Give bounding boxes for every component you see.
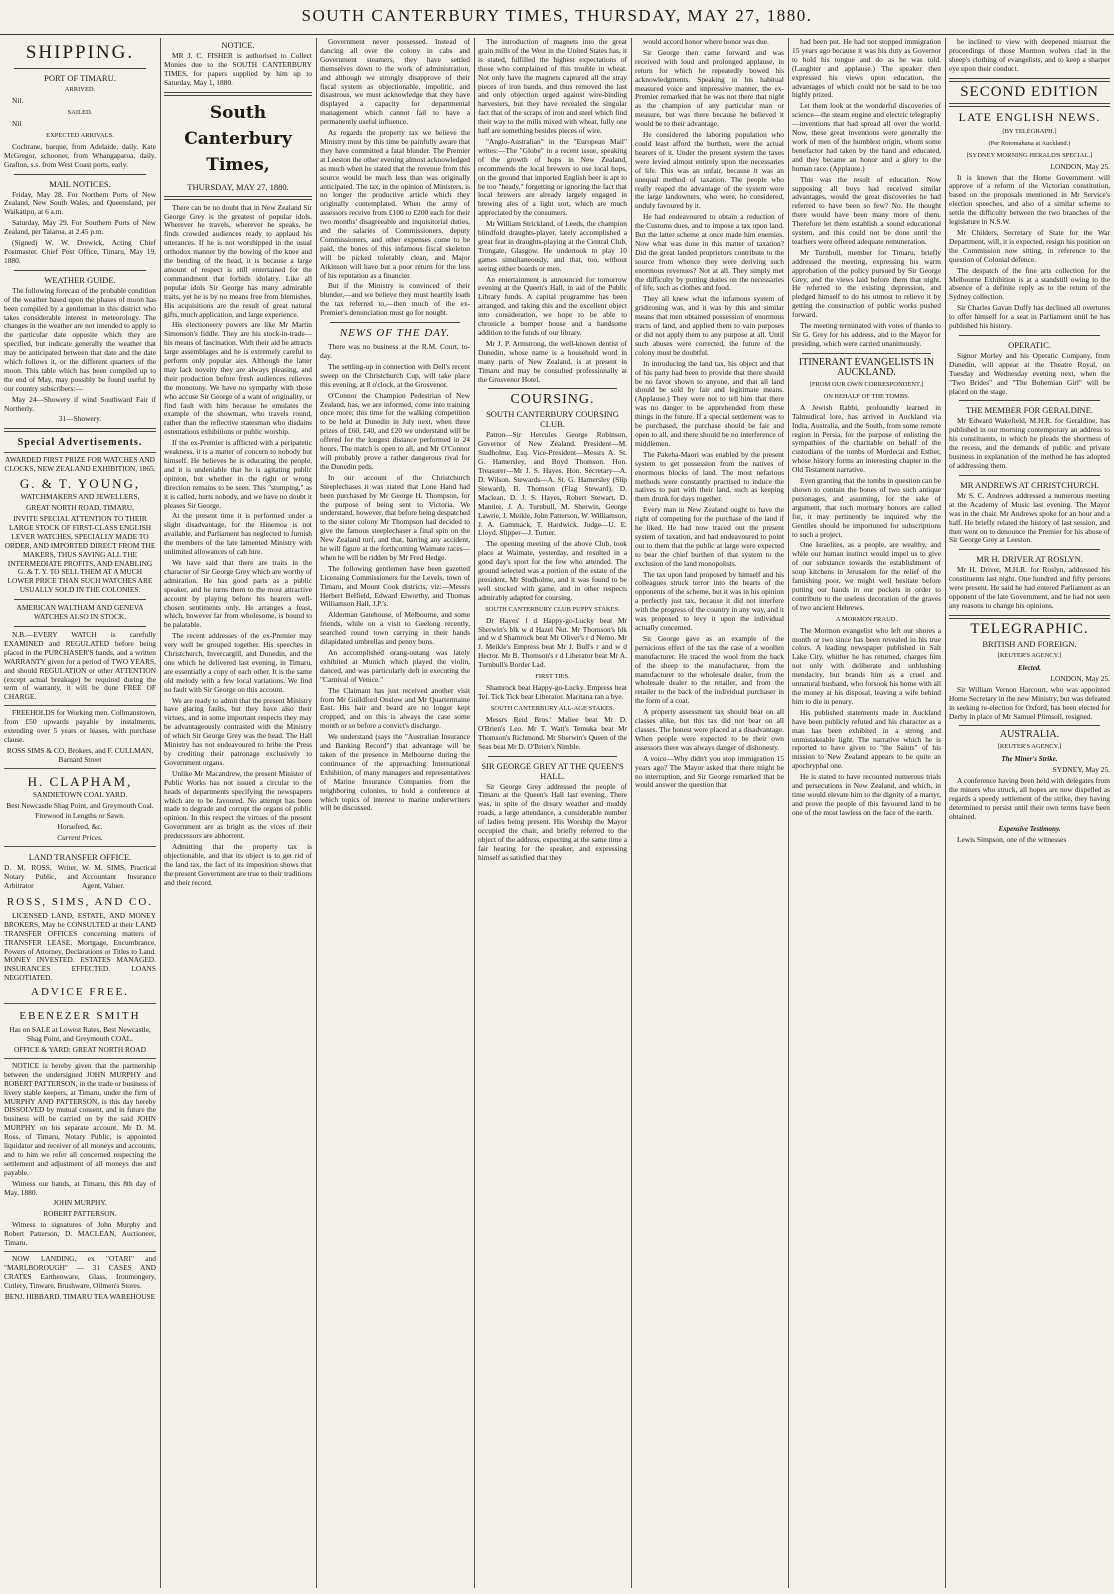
dateline: LONDON, May 25. xyxy=(1050,161,1110,171)
article-paragraph: In introducing the land tax, his object and that of his party had been to provide that there should be no favor shown to anyone, and that all land should be sold by fair and legitimate means. (Applause.) They were not to tell him that there was no danger to be apprehended from these things in the future. If a special settlement was to be purchased, the purchase should be fair and open to all, and there should be no interference of middlemen. xyxy=(635,358,784,448)
coursing-results: Dr Hayes' f d Happy-go-Lucky beat Mr Sherwin's blk w d Hazel Nut. Mr Thomson's blk and w d Shamrock beat Mr Oliver's r d Nemo. Mr J. Meikle's Empress beat Mr J. Bull's r and w d Hector. Mr B. Thomson's r d Liberator beat Mr A. Turnbull's Border Lad. xyxy=(478,615,627,670)
tombs-heading: ON BEHALF OF THE TOMBS. xyxy=(823,392,910,400)
by-telegraph: [BY TELEGRAPH.] xyxy=(1002,127,1057,135)
young-text: INVITE SPECIAL ATTENTION TO THEIR LARGE STOCK OF FIRST-CLASS ENGLISH LEVER WATCHES, SPECIALLY MADE TO ORDER, AND IMPORTED DIRECT FROM THE MAKERS, THUS SAVING ALL THE INTERMEDIATE PROFITS, AND ENABLING G. & T. Y. TO SELL THEM AT A MUCH LOWER PRICE THAN SUCH WATCHES ARE USUALLY SOLD IN THE COLONIES. xyxy=(4,514,156,595)
column-rule xyxy=(788,38,789,1588)
editorial-paragraph: We are ready to admit that the present Ministry have glaring faults, but they have also their virtues, and in some important respects they may be advantageously contrasted with the Ministry of which Sir George Grey was the head. The Hall Ministry has not endeavoured to bribe the Press by crediting their patronage exclusively to Government organs. xyxy=(164,695,312,767)
grey-paragraph: Sir George Grey addressed the people of Timaru at the Queen's Hall last evening. There was, in spite of the dreary weather and muddy roads, a large attendance, a considerable number of ladies being present. His Worship the Mayor occupied the chair, and briefly referred to the object of the address, expecting at the same time a fair hearing for the speaker, and expressing himself as satisfied that they xyxy=(478,781,627,862)
landing-ad xyxy=(4,1251,156,1302)
waltham-text: AMERICAN WALTHAM AND GENEVA WATCHES ALSO IN STOCK. xyxy=(16,603,144,622)
late-news-heading: LATE ENGLISH NEWS. xyxy=(958,109,1101,124)
news-paragraph: The settling-up in connection with Dell's recent sweep on the Christchurch Cup, will take place this evening, at 8 o'clock, at the Grosvenor. xyxy=(320,361,470,389)
telegraphic-heading: TELEGRAPHIC. xyxy=(970,620,1089,637)
elected-heading: Elected. xyxy=(1017,663,1042,672)
operatic-paragraph: Signor Morley and his Operatic Company, from Dunedin, will appear at the Theatre Royal, on Tuesday and Wednesday evening next, when the "Two Brides" and "The Bohemian Girl" will be placed on the stage. xyxy=(949,350,1110,396)
article-paragraph: The meeting terminated with votes of thanks to Sir G. Grey for his address, and to the Mayor for presiding, which were carried unanimously. xyxy=(792,321,941,348)
column-3 xyxy=(320,38,470,1588)
first-ties-heading: FIRST TIES. xyxy=(535,673,570,681)
partnership-notice xyxy=(4,1058,156,1248)
award-text: AWARDED FIRST PRIZE FOR WATCHES AND CLOCKS, NEW ZEALAND EXHIBITION, 1865. xyxy=(4,455,156,474)
clapham-prices: Current Prices. xyxy=(57,833,103,843)
coursing-paragraph: The opening meeting of the above Club, took place at Waimate, yesterday, and resulted in a good day's sport for the few who attended. The ground selected was a portion of the estate of the president, Mr Studholme, and it was found to be well stocked with game, and in other respects admirably adapted for coursing. xyxy=(478,539,627,602)
tombs-paragraph: One Israelites, as a people, are wealthy, and while our human instinct would impel us to give of our substance towards the establishment of soup kitchens in Jerusalem for the relief of the famishing poor, we might well hesitate before putting our hands in our pockets in order to contribute to the useless decoration of the graves of two ancient Hebrews. xyxy=(792,540,941,612)
article-paragraph: A voice—Why didn't you stop immigration 15 years ago? The Mayor asked that there might be no interruption, and Sir George remarked that he would answer the question that xyxy=(635,753,784,790)
partnership-sign: Witness to signatures of John Murphy and Robert Patterson, D. MACLEAN, Auctioneer, Timaru. xyxy=(4,1220,156,1248)
column-rule xyxy=(631,38,632,1588)
article-paragraph: would accord honor where honor was due. xyxy=(643,38,769,46)
news-heading: NEWS OF THE DAY. xyxy=(339,327,451,340)
coursing-results-heading: SOUTH CANTERBURY CLUB PUPPY STAKES. xyxy=(485,605,620,613)
elected-paragraph: Sir William Vernon Harcourt, who was appointed Home Secretary in the new Ministry, but was defeated in seeking re-election for Oxford, has been elected for Derby in place of Mr Samuel Plimsoll, resigned. xyxy=(949,684,1110,721)
dateline: SYDNEY, May 25. xyxy=(1052,765,1110,775)
article-paragraph: Sir George gave as an example of the pernicious effect of the tax the case of a woollen manufacturer. He traced the wool from the back of the sheep to the manufacturer, from the manufacturer to the wholesale dealer, from the wholesale dealer to the retailer, and from the retailer to the back of the individual purchaser in the form of a coat. xyxy=(635,633,784,706)
news-paragraph: The despatch of the fine arts collection for the Melbourne Exhibition is at a standstill owing to the absence of a definite reply as to the return of the Sydney collection. xyxy=(949,265,1110,302)
land-left: D. M. ROSS, Writer, Notary Public, and Arbitrator xyxy=(4,863,78,890)
column-rule xyxy=(945,38,946,1588)
news-paragraph: Sir Charles Gavan Duffy has declined all overtures to offer himself for a seat in Parliament until he has published his history. xyxy=(949,303,1110,331)
editorial-paragraph: If the ex-Premier is afflicted with a peripatetic weakness, it is a matter of concern to nobody but himself. He believes he is educating the people, and it is undeniable that he is agitating public opinion, but whether in the right or wrong direction remains to be seen. This "stumping," as it is called, hurts nobody, and we have no doubt it pleases Sir George. xyxy=(164,438,312,510)
weather-entry: May 24—Showery if wind Southward Fair if Northerly. xyxy=(4,394,156,413)
news-paragraph: An accomplished orang-outang was lately exhibited at Munich which played the violin, danced, and was particularly deft in executing the "Carnival of Venice." xyxy=(320,648,470,684)
smith-text: Has on SALE at Lowest Rates, Best Newcastle, Shag Point, and Greymouth COAL. xyxy=(9,1025,151,1044)
editorial-paragraph: But if the Ministry is convinced of their blunder,—and we believe they must heartily loath the tax referred to,—then much of the ex-Premier's denunciation must go for nought. xyxy=(320,281,470,318)
testimony-paragraph: Lewis Simpson, one of the witnesses xyxy=(957,834,1067,844)
warranty-text: N.B.—EVERY WATCH is carefully EXAMINED and REGULATED before being placed in the PURCHASER'S hands, and a written WARRANTY given for a period of TWO YEARS, and should REGULATION or other ATTENTION (except actual breakage) be required during the term of warranty, it will be done FREE OF CHARGE. xyxy=(4,629,156,702)
column-1 xyxy=(4,38,156,1588)
article-paragraph: Mr Turnbull, member for Timaru, briefly addressed the meeting, expressing his warm approbation of the policy pursued by Sir George Grey, and the views laid before them that night. He referred to the existing depression, and pledged himself to do his utmost to relieve it by getting the construction of public works pushed forward. xyxy=(792,247,941,320)
article-paragraph: Let them look at the wonderful discoveries of science—the steam engine and electric telegraphy—inventions that had spread all over the world. Now, these great inventions were generally the work of men of the humblest origin, whom some benefactor had taken by the hand and educated, and they became an honor and a glory to the human race. (Applause.) xyxy=(792,101,941,173)
strike-heading: The Miner's Strike. xyxy=(1001,755,1058,764)
notice-heading: NOTICE. xyxy=(221,40,255,50)
article-paragraph: This was the result of education. Now supposing all boys had received similar advantages, would the great discoveries he had referred to have been so few? No. He thought there would have been many more of them. Therefore let them establish a sound educational system, and this could not be done until the teachers were offered adequate remuneration. xyxy=(792,174,941,246)
column-rule xyxy=(316,38,317,1588)
ross-text: LICENSED LAND, ESTATE, AND MONEY BROKERS, May be CONSULTED at their LAND TRANSFER OFFICES concerning matters of TRANSFER LEASE, Mortgage, Encumbrance, Powers of Attorney, Declarations or Titles to Land. MONEY INVESTED. ESTATES MANAGED. INSURANCES EFFECTED. LOANS NEGOTIATED. xyxy=(4,910,156,983)
itinerant-heading: ITINERANT EVANGELISTS IN AUCKLAND. xyxy=(798,356,935,378)
second-edition-heading: SECOND EDITION xyxy=(960,83,1099,100)
article-paragraph: had been put. He had not stopped immigration 15 years ago because it was his duty as Governor to hold his tongue and do as he was told. (Laughter and applause.) The speaker then expressed his views upon education, the advantages of which could not be said to be too highly prized. xyxy=(792,38,941,100)
news-paragraph: It is known that the Home Government will approve of a reform of the Victorian constitution, based on the proposals mentioned in Mr Service's election speeches, and also of a similar scheme to settle the difficulty between the two branches of the legislature in N.S.W. xyxy=(949,172,1110,227)
smith-ad xyxy=(4,1003,156,1055)
masthead-title: SOUTH CANTERBURY TIMES, THURSDAY, MAY 27, 1880. xyxy=(301,6,813,25)
operatic-heading: OPERATIC. xyxy=(1008,339,1051,350)
coursing-sub: SOUTH CANTERBURY COURSING CLUB. xyxy=(486,409,619,430)
partnership-sign: ROBERT PATTERSON. xyxy=(43,1209,117,1219)
article-paragraph: Mr William Strickland, of Leeds, the champion blindfold draughts-player, lately accomplished a great feat in draughts-playing at the Central Club, Trongate, Glasgow. He undertook to play 10 games simultaneously, and that, too, without seeing either boards or men. xyxy=(478,219,627,273)
column-6 xyxy=(792,38,941,1588)
mail-sign: (Signed) W. W. Drewick, Acting Chief Postmaster. Chief Post Office, Timaru, May 19, 1880. xyxy=(4,238,156,265)
weather-text: The following forecast of the probable condition of the weather based upon the phases of moon has been compiled by a gentleman in this district who takes considerable interest in meteorology. The changes in the weather are not intended to apply to the particular date opposite which they are specified, but indicate generally the weather that may be anticipated between that date and the date which follows it, or the different quarters of the moon. This table which has been compiled up to the end of May, may possibly be found useful by our country subscribers:— xyxy=(4,285,156,393)
itinerant-from: [FROM OUR OWN CORRESPONDENT.] xyxy=(809,380,924,388)
news-paragraph: The Claimant has just received another visit from Mr Guildford Onslow and Mr Quartermaine East. His hair and beard are no longer kept cropped, and on this is always the case some month or so before a convict's discharge. xyxy=(320,685,470,731)
mormon-heading: A MORMON FRAUD. xyxy=(835,615,898,623)
tombs-paragraph: A Jewish Rabbi, profoundly learned in Talmudical lore, has arrived in Auckland via India, Australia, and the South, from some remote region in Persia, for the purpose of enlisting the sympathies of the charitable on behalf of the custodians of the tombs of Mordecai and Esther, whose history forms an interesting chapter in the Old Testament narrative. xyxy=(792,402,941,475)
mormon-paragraph: His published statements made in Auckland have been publicly refuted and his character as a man has been exhibited in a strong and unmistakeable light. The narrative which he is reported to have given to "the Saints" of his mission to New Zealand appears to be quite an apochryphal one. xyxy=(792,707,941,771)
clapham-text: Best Newcastle Shag Point, and Greymouth Coal. xyxy=(6,800,154,810)
editorial-paragraph: As regards the property tax we believe the Ministry must by this time be painfully aware that they have committed a fatal blunder. The Premier at Leeston the other evening almost acknowledged as much when he stated that the revenue from this source would be much less than was originally anticipated. The tax, in the opinion of Ministers, is no longer the productive article which they originally contemplated. When the army of assessors receive from £100 to £200 each for their two months' disagreeable and inquisitorial duties, and the salaries of Commissioners, deputy Commissioners, and other expenses come to be paid, the bones of this infamous fiscal skeleton will be picked tolerably clean, and Major Atkinson will have but a poor return for the loss of his reputation as a financier. xyxy=(320,128,470,280)
column-4 xyxy=(478,38,627,1588)
strike-paragraph: A conference having been held with delegates from the miners who struck, all hopes are now dispelled as regards a speedy settlement of the strike, they having determined to persist until their own terms have been obtained. xyxy=(949,776,1110,821)
young-addr: GREAT NORTH ROAD, TIMARU, xyxy=(26,503,134,513)
article-paragraph: be inclined to view with deepened mistrust the proceedings of those Mormon wolves clad in the sheep's clothing of evangelists, and to keep a sharper eye upon their conduct. xyxy=(949,38,1110,73)
coursing-paragraph: Patron—Sir Hercules George Robinson, Governor of New Zealand. President—M. Studholme, Esq. Vice-President—Messrs A. St. G. Hamersley, and Boyd Thomson. Hon. Treasurer—Mr J. S. Hayes. Hon. Secretary—A. D. Wilson. Stewards—A. St. G. Hamersley (Slip Steward), B. Thomson (Flag Steward), D. Maclean, D. J. S. Hayes, Robert Stewart, D. Mantire, J. A. Turnbull, M. Sherwin, George Lawrie, J. Meikle, John Patterson, W. Williamson, J. A. Gammack, T. Hardwick. Judge—U. E. Lloyd. Slipper—J. Turner. xyxy=(478,430,627,538)
allage-heading: SOUTH CANTERBURY ALL-AGE STAKES. xyxy=(490,704,615,712)
partnership-sign: JOHN MURPHY. xyxy=(53,1198,107,1208)
editorial-paragraph: Admitting that the property tax is objectionable, and that its object is to get rid of the land tax, the fact of its imposition shows that the present Government are true to their traditions and their record. xyxy=(164,842,312,887)
land-right: W. M. SIMS, Practical Accountant Insurance Agent, Valuer. xyxy=(82,863,156,890)
editorial-paragraph: His electioneery powers are like Mr Martin Simonson's fiddle. They are his stock-in-trade—his means of fascination. With their aid he attracts large assemblages and he is extremely careful to perform only popular airs. Although the latter may lack novelty they are always pleasing, and their production before fresh audiences relieves the monotony. We have no sympathy with those who accuse Sir George of a want of originality, or find fault with him because he emulates the example of the showman, who travels round, rather than the reflective statesman who disdains ostentatious exhibitions or public worship. xyxy=(164,320,312,437)
partnership-text: NOTICE is hereby given that the partnership between the undersigned JOHN MURPHY and ROBERT PATTERSON, in the trade or business of livery stable keepers, at Timaru, under the firm of MURPHY AND PATTERSON, is this day hereby DISSOLVED by mutual consent, and in future the business will be carried on by the said JOHN MURPHY on his separate account. Mr D. M. Ross, of Timaru, Notary Public, is appointed liquidator and receiver of all moneys and accounts, and to him we refer all concerned respecting the settlement and adjustment of all moneys due and payable. xyxy=(4,1060,156,1177)
expected-text: Cochrane, barque, from Adelaide, daily. Kate McGregor, schooner, from Whangaparoa, daily. Grafton, s.s. from West Coast ports, early. xyxy=(4,141,156,169)
news-paragraph: There was no business at the R.M. Court, to-day. xyxy=(320,342,470,360)
editorial-paragraph: There can be no doubt that in New Zealand Sir George Grey is the greatest of popular idols. Wherever he travels, wherever he speaks, he finds crowded audiences ready to applaud his utterances. If he is not worshipped in the usual orthodox manner by the bowing of the knee and the bending of the head, it is because a large amount of respect is still entertained for the commandment that forbids idolatry. Like all popular idols Sir George has many admirable traits, yet he is by no means free from blemishes. His acquisitions are the result of great natural gifts, much application, and large experience. xyxy=(164,202,312,319)
article-paragraph: An entertainment is announced for tomorrow evening at the Queen's Hall, in aid of the Public Library funds. A capital programme has been arranged, and taking this and the excellent object into consideration, we hope to be able to chronicle a bumper house and a handsome addition to the funds of our library. xyxy=(478,274,627,337)
news-paragraph: O'Connor the Champion Pedestrian of New Zealand, has, we are informed, come into training once more; this time for the walking competition to be held at Dunedin in July next, when three prizes of £60, £40, and £20 we understand will be offered for the longest distance performed in 24 hours. The match is open to all, and Mr O'Connor will probably prove a rather dangerous rival for the Dunedin peds. xyxy=(320,390,470,471)
news-paragraph: We understand (says the "Australian Insurance and Banking Record") that advantage will be taken of the presence in Melbourne during the continuance of the approaching International Exhibition, of many managers and representatives of Marine Insurance Companies from the neighboring colonies, to hold a conference at which topics of interest to marine underwriters will be discussed. xyxy=(320,732,470,813)
paper-title: South Canterbury Times, xyxy=(184,102,292,175)
tombs-paragraph: Even granting that the tombs in question can be shown to contain the bones of two such antique personages, and assuming, for the sake of argument, that such mortuary honors are called for, it may pertinently be inquired why the Gentiles should be importuned for subscriptions to such a project. xyxy=(792,476,941,539)
reuters-agency: [REUTER'S AGENCY.] xyxy=(997,743,1062,751)
news-paragraph: The following gentlemen have been gazetted Licensing Commissioners for the Levels, town of Timaru, and Mount Cook districts, viz:—Messrs Herbert Belfield, Edward Elworthy, and Thomas Williamson Hall, J.P.'s. xyxy=(320,563,470,609)
editorial-paragraph: The recent addresses of the ex-Premier may very well be grouped together. His speeches in Christchurch, Invercargill, and Dunedin, and the one which he delivered last evening, in Timaru, are essentially a copy of each other. It is the same old melody with a few local variations. We find no fault with Sir George on this account. xyxy=(164,631,312,694)
british-heading: BRITISH AND FOREIGN. xyxy=(982,638,1077,649)
coursing-heading: COURSING. xyxy=(510,392,595,408)
allage-text: Messrs Reid Bros.' Maliee beat Mr D. O'Brien's Leo. Mr T. Watt's Temuka beat Mr Thomson's Richmond. Mr Sherwin's Queen of the Seas beat Mr D. O'Brien's Nimble. xyxy=(478,714,627,751)
article-paragraph: Mr J. P. Armstrong, the well-known dentist of Dunedin, whose name is a household word in many parts of New Zealand, is at present in Timaru and may be consulted professionally at the Grosvenor Hotel. xyxy=(478,338,627,384)
masthead xyxy=(0,0,1114,35)
member-paragraph: Mr Edward Wakefield, M.H.R. for Geraldine, has published in our morning contemporary an address to his constituents, in which he pleads the shortness of the recess, and the demands of public and private business in explanation of the method he has adopted of addressing them. xyxy=(949,416,1110,470)
mail-text: Friday, May 28. For Northern Ports of New Zealand, New South Wales, and Queensland, per Waikatipu, at 6 a.m. xyxy=(4,189,156,217)
editorial-paragraph: Government never possessed. Instead of dancing all over the colony in cabs and Government steamers, they have settled themselves down to the work of administration, and although we strongly disapprove of their fiscal system as objectionable, impolitic, and disastrous, we must acknowledge that they have displayed a capacity for departmental management which cannot fail to have a permanently useful influence. xyxy=(320,38,470,127)
young-name: G. & T. YOUNG, xyxy=(19,476,141,492)
mormon-paragraph: He is stated to have recounted numerous trials and persecutions in New Zealand, and which, in time would elevate him to the dignity of a martyr, and prove the people of this favoured land to be one of the most lawless on the face of the earth. xyxy=(792,772,941,817)
article-paragraph: Sir George then came forward and was received with loud and prolonged applause, in return for which he repeatedly bowed his acknowledgments. Speaking in his habitual measured voice and impressive manner, the ex-Premier remarked that he was not there that night as the champion of any particular man or measure, but was there because he believed it would be to their advantage. xyxy=(635,47,784,129)
young-trade: WATCHMAKERS AND JEWELLERS, xyxy=(20,492,140,502)
young-ad xyxy=(4,452,156,702)
freehold-ad xyxy=(4,705,156,764)
paper-date: THURSDAY, MAY 27, 1880. xyxy=(187,181,289,192)
clapham-title: H. CLAPHAM, xyxy=(27,773,133,789)
notice-text: MR J. C. FISHER is authorised to Collect Monies due to the SOUTH CANTERBURY TIMES, for papers supplied by him up to Saturday, May 1, 1880. xyxy=(164,51,312,87)
partnership-witness: Witness our hands, at Timaru, this 8th day of May, 1880. xyxy=(4,1178,156,1197)
roslyn-paragraph: Mr H. Driver, M.H.R. for Roslyn, addressed his constituents last night. One hundred and fifty persons were present. He said he had entered Parliament as an opponent of the late Government, and he had not seen any reasons to change his opinions. xyxy=(949,565,1110,610)
sailed-value: Nil xyxy=(12,118,22,128)
land-transfer-ad xyxy=(4,846,156,1000)
clapham-text: Horsefeed, &c. xyxy=(57,822,103,832)
news-paragraph: In our account of the Christchurch Steeplechases it was stated that Lone Hand had been purchased by Mr George H. Thompson, for the purpose of being sent to Victoria. We understand, however, that before being despatched to the sister colony Mr Thompson had decided to give the famous steeplechaser a final spin on the New Zealand turf, and that, barring any accident, he will figure at the forthcoming Waimate races—when he will be ridden by Mr Fred Hedge. xyxy=(320,472,470,562)
column-5 xyxy=(635,38,784,1588)
smith-yard: OFFICE & YARD: GREAT NORTH ROAD xyxy=(14,1044,146,1054)
article-paragraph: He considered the laboring population who could least afford the burthen, were the actual bearers of it. Under the present system the taxes were levied almost entirely upon the necessaries of life. This was an unfair, because it was an unequal method of taxation. The people who really reaped the advantage of the system were the large landowners, who were, he considered, unduly favoured by it. xyxy=(635,130,784,211)
port-heading: PORT OF TIMARU. xyxy=(44,73,116,83)
arrived-value: Nil. xyxy=(12,96,24,105)
testimony-heading: Expensive Testimony. xyxy=(998,824,1061,833)
editorial-paragraph: We have said that there are traits in the character of Sir George Grey which are worthy of admiration. He has good parts as a public speaker, and he turns them to the most attractive account by playing before his hearers well-chosen sentiments only. He arranges a feast, which, however far from wholesome, is bound to be palatable. xyxy=(164,557,312,630)
mail-heading: MAIL NOTICES. xyxy=(49,178,111,189)
herald-special: [SYDNEY MORNING HERALD'S SPECIAL.] xyxy=(966,151,1093,159)
news-paragraph: Alderman Gatehouse, of Melbourne, and some friends, while on a visit to Geelong recently, searched round town carrying in their hands dilapidated umbrellas and penny buns. xyxy=(320,610,470,647)
freehold-sign: ROSS SIMS & CO, Brokers, and F. CULLMAN, Barnard Street xyxy=(6,745,154,764)
landing-sign: BENJ. HIBBARD. TIMARU TEA WAREHOUSE xyxy=(4,1291,156,1301)
australia-heading: AUSTRALIA. xyxy=(999,729,1060,741)
clapham-text: Firewood in Lengths or Sawn. xyxy=(35,811,125,821)
ross-advice: ADVICE FREE. xyxy=(31,986,129,999)
mormon-paragraph: The Mormon evangelist who left our shores a month or two since has been revealed in his true colors. A leading newspaper published in Salt Lake City, whither he has returned, charges him not only with deliberate and unblushing mendacity, but brands him as a cruel and unnatural husband, who forsook his home with all the money at his disposal, leaving a wife behind him to die in penury. xyxy=(792,625,941,706)
editorial-paragraph: Unlike Mr Macandrew, the present Minister of Public Works has not issued a circular to the heads of departments specifying the newspapers which are to be favoured. No attempt has been made to degrade and corrupt the organs of public opinion. In this respect the virtues of the present Government are as bright as the vices of their predecessors are abhorrent. xyxy=(164,768,312,841)
mail-text: Saturday, May 29. For Southern Ports of New Zealand, per Taiaroa, at 2.45 p.m. xyxy=(4,218,156,237)
shipping-heading: SHIPPING. xyxy=(25,42,135,63)
article-paragraph: They all knew what the infamous system of gridironing was, and it was by this and similar means that men obtained possession of enormous tracts of land, and applied them to vain purposes or did not apply them to any purpose at all. Until such abuses were corrected, the future of the colony must be doubtful. xyxy=(635,294,784,357)
clapham-ad xyxy=(4,768,156,844)
grey-heading: SIR GEORGE GREY AT THE QUEEN'S HALL. xyxy=(481,760,624,781)
ross-title: ROSS, SIMS, AND CO. xyxy=(6,895,154,908)
column-rule xyxy=(474,38,475,1588)
andrews-heading: MR ANDREWS AT CHRISTCHURCH. xyxy=(960,479,1099,490)
dateline: LONDON, May 25. xyxy=(1050,673,1110,683)
column-rule xyxy=(160,38,161,1588)
article-paragraph: A property assessment tax should bear on all classes alike, but this tax did not bear on all classes. The honest were placed at a disadvantage. When people were expected to be their own assessors there was always danger of dishonesty. xyxy=(635,707,784,752)
landing-text: NOW LANDING, ex "OTARI" and "MARLBOROUGH" — 31 CASES AND CRATES Earthenware, Glass, Ironmongery, Cutlery, Tinware, Brushware, Oilmen's Stores. xyxy=(4,1254,156,1290)
andrews-paragraph: Mr S. C. Andrews addressed a numerous meeting at the Academy of Music last evening. The Mayor was in the chair. Mr Andrews spoke for an hour and a half. He briefly related the history of last session, and then went on to denounce the Premier for his abuse of Sir George Grey at Leeston. xyxy=(949,490,1110,545)
reuters-agency: [REUTER'S AGENCY.] xyxy=(997,651,1062,659)
expected-label: EXPECTED ARRIVALS. xyxy=(46,131,114,139)
article-paragraph: The introduction of magnets into the great grain mills of the West in the United States has, it is stated, fulfilled the highest expectations of those who complained of this trouble in wheat. Not only have the magnets captured all the stray pieces of iron bands, and thus removed the last and only objection urged against wire-binding harvesters, but they have revealed the singular fact that of the scraps of iron and steel which find their way to the mills mixed with wheat, fully one half are something besides pieces of wire. xyxy=(478,38,627,136)
article-paragraph: The tax upon land proposed by himself and his colleagues struck terror into the hearts of the opponents of the scheme, but it was in his opinion a perfectly just tax, because it did not interfere with the progress of the country in any way, and it was proposed to levy it upon the individual actually concerned. xyxy=(635,569,784,632)
news-paragraph: Mr Childers, Secretary of State for the War Department, will, it is expected, resign his position on the Commission now sitting, in reference to the question of Colonial defence. xyxy=(949,227,1110,264)
article-paragraph: He had endeavoured to obtain a reduction of the Customs dues, and to impose a tax upon land. But the latter scheme at once made him enemies. Now what was done in this matter of taxation? Did the great landed proprietors contribute to the source from whence they were deriving such enormous revenues? Not at all. They simply met the difficulty by putting duties on the necessaries of life, such as clothes and food. xyxy=(635,212,784,293)
article-paragraph: "Anglo-Australian" in the "European Mail" writes:—The "Globe" in a recent issue, speaking of the growth of hops in New Zealand, recommends the local brewers to use local hops, on the ground that imported English beer is apt to be too "heady," forgetting or ignoring the fact that local brewers are already largely engaged in brewing ales of a light sort, which are much appreciated by the consumers. xyxy=(478,136,627,218)
article-paragraph: Every man in New Zealand ought to have the right of competing for the purchase of the land if he liked. He had now traced out the present system of taxation, and had endeavoured to point out to them that the public at large were expected to bear the chief burthen of that system to the exclusion of the land monopolists. xyxy=(635,505,784,568)
special-ads-heading: Special Advertisements. xyxy=(17,437,143,449)
column-2 xyxy=(164,38,312,1588)
column-7 xyxy=(949,38,1110,1588)
land-title: LAND TRANSFER OFFICE. xyxy=(28,852,132,863)
member-heading: THE MEMBER FOR GERALDINE. xyxy=(965,405,1094,416)
arrived-label: ARRIVED. xyxy=(64,86,96,93)
weather-entry: 31—Showery. xyxy=(58,414,102,424)
clapham-sub: SANDIETOWN COAL YARD. xyxy=(32,789,128,799)
ties-text: Shamrock beat Happy-go-Lucky. Empress beat Tel. Tick Tick beat Liberator. Maritana ran a bye. xyxy=(478,683,627,701)
smith-title: EBENEZER SMITH xyxy=(19,1010,141,1023)
weather-heading: WEATHER GUIDE. xyxy=(44,274,116,285)
freehold-text: FREEHOLDS for Working men. Collmanstown, from £50 upwards payable by instalments, extending over 5 years or leases, with purchase clause. xyxy=(4,708,156,744)
per-ship: (Per Rotomahana at Auckland.) xyxy=(988,139,1071,147)
sailed-label: SAILED. xyxy=(67,108,93,116)
roslyn-heading: MR H. DRIVER AT ROSLYN. xyxy=(976,554,1083,565)
editorial-paragraph: At the present time it is performed under a slight disadvantage, for the Hinemoa is not available, and Parliament has neglected to furnish the members of the late lamented Ministry with unlimited allowances of cab hire. xyxy=(164,511,312,557)
article-paragraph: The Pakeha-Maori was enabled by the present system to get possession from the natives of enormous blocks of land. The most nefarious methods were constantly practised to induce the natives to part with their land, such as keeping them drunk for days together. xyxy=(635,449,784,504)
